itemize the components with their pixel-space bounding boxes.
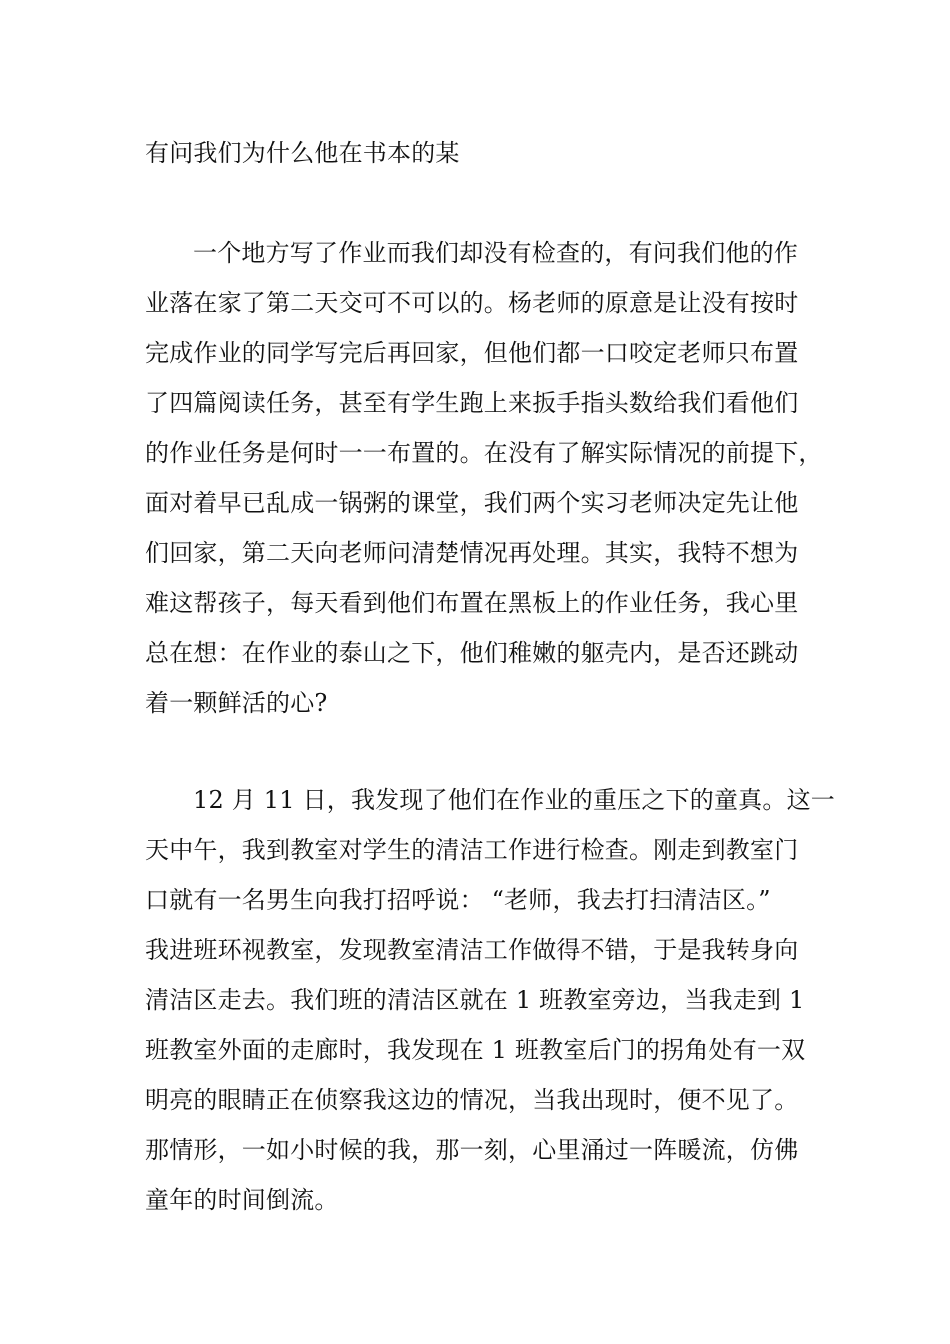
paragraph-1 bbox=[145, 128, 825, 178]
paragraph-line: 我进班环视教室，发现教室清洁工作做得不错，于是我转身向 bbox=[145, 936, 799, 964]
paragraph-line: 明亮的眼睛正在侦察我这边的情况，当我出现时，便不见了。 bbox=[145, 1086, 799, 1114]
paragraph-line: 着一颗鲜活的心? bbox=[145, 689, 328, 717]
paragraph-line: 了四篇阅读任务，甚至有学生跑上来扳手指头数给我们看他们 bbox=[145, 389, 799, 417]
paragraph-line: 有问我们为什么他在书本的某 bbox=[145, 139, 460, 167]
paragraph-line: 完成作业的同学写完后再回家，但他们都一口咬定老师只布置 bbox=[145, 339, 799, 367]
paragraph-line: 那情形，一如小时候的我，那一刻，心里涌过一阵暖流，仿佛 bbox=[145, 1136, 799, 1164]
paragraph-line: 们回家，第二天向老师问清楚情况再处理。其实，我特不想为 bbox=[145, 539, 799, 567]
paragraph-3 bbox=[145, 775, 835, 1225]
paragraph-line: 清洁区走去。我们班的清洁区就在 1 班教室旁边，当我走到 1 bbox=[145, 986, 805, 1014]
paragraph-line: 口就有一名男生向我打招呼说： “老师，我去打扫清洁区。” bbox=[145, 886, 771, 914]
paragraph-line: 业落在家了第二天交可不可以的。杨老师的原意是让没有按时 bbox=[145, 289, 799, 317]
paragraph-line: 班教室外面的走廊时，我发现在 1 班教室后门的拐角处有一双 bbox=[145, 1036, 806, 1064]
paragraph-line: 12 月 11 日，我发现了他们在作业的重压之下的童真。这一 bbox=[193, 786, 835, 814]
paragraph-line: 面对着早已乱成一锅粥的课堂，我们两个实习老师决定先让他 bbox=[145, 489, 799, 517]
paragraph-line: 天中午，我到教室对学生的清洁工作进行检查。刚走到教室门 bbox=[145, 836, 799, 864]
paragraph-line: 一个地方写了作业而我们却没有检查的，有问我们他的作 bbox=[193, 239, 798, 267]
paragraph-line: 难这帮孩子，每天看到他们布置在黑板上的作业任务，我心里 bbox=[145, 589, 799, 617]
paragraph-line: 的作业任务是何时一一布置的。在没有了解实际情况的前提下， bbox=[145, 439, 823, 467]
paragraph-2 bbox=[145, 228, 825, 728]
paragraph-line: 总在想：在作业的泰山之下，他们稚嫩的躯壳内，是否还跳动 bbox=[145, 639, 799, 667]
paragraph-line: 童年的时间倒流。 bbox=[145, 1186, 339, 1214]
